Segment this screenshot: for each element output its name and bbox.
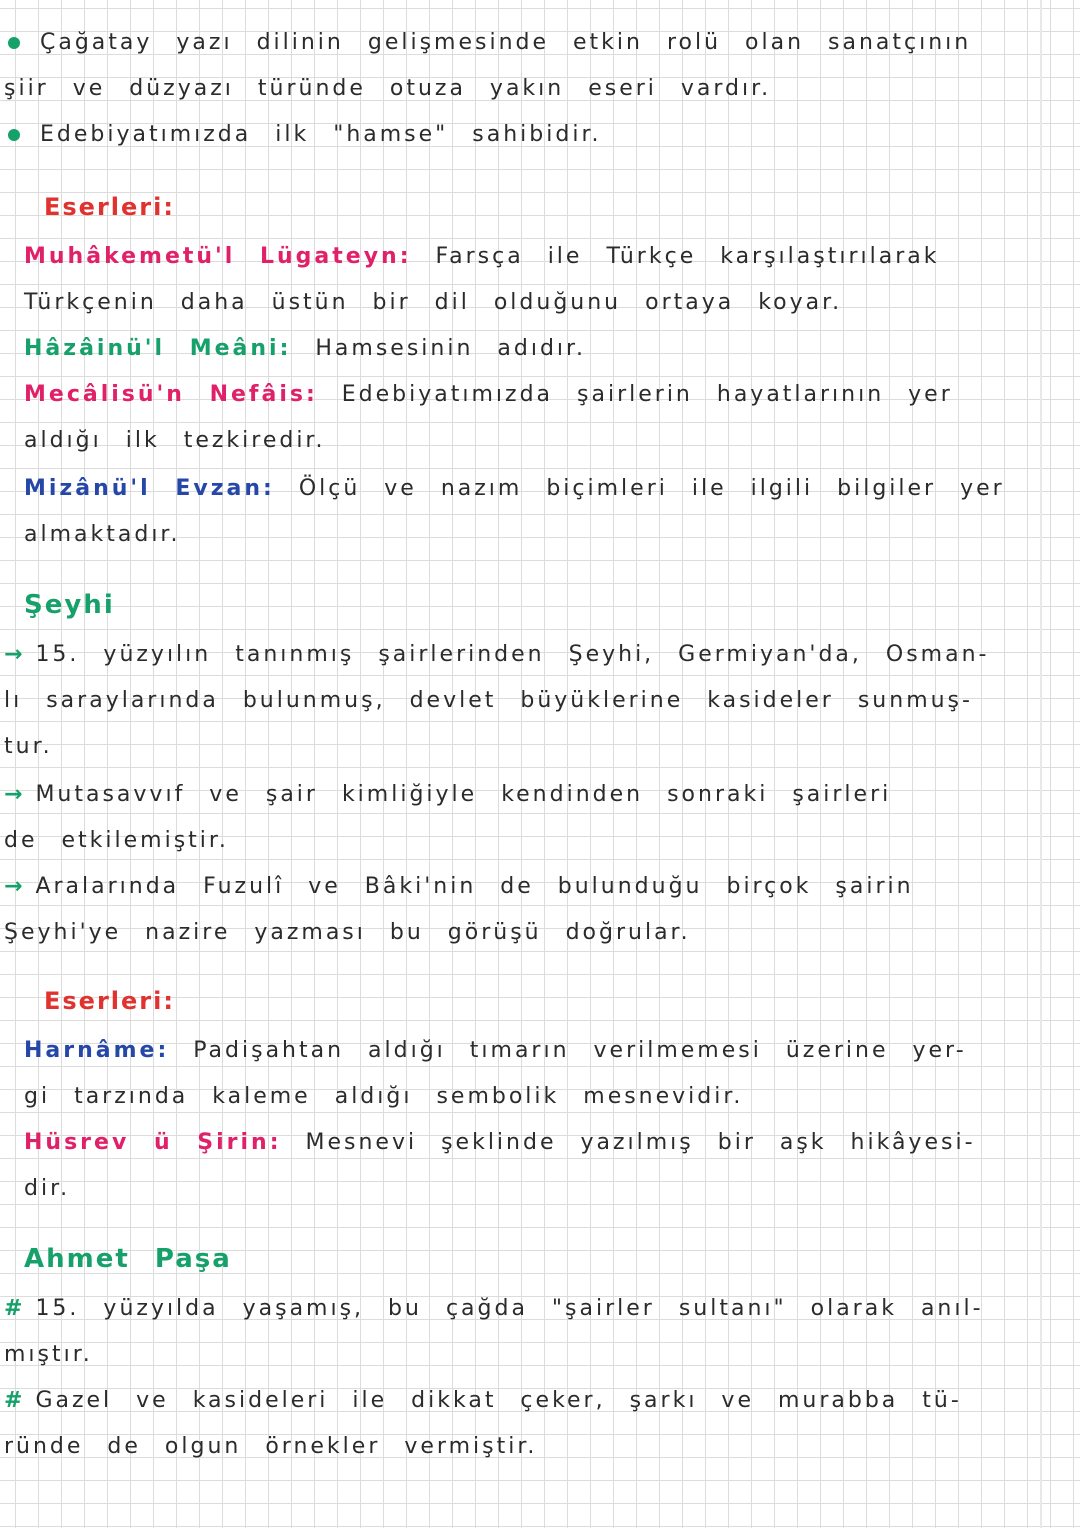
section-heading-eserleri: Eserleri: (44, 987, 175, 1015)
text-content: 15. yüzyılda yaşamış, bu çağda "şairler sultanı" olarak anıl- (35, 1296, 984, 1321)
text-line (24, 1082, 1074, 1112)
text-content: lı saraylarında bulunmuş, devlet büyüklerine kasideler sunmuş- (4, 688, 973, 713)
text-line (24, 334, 1074, 364)
text-line (24, 426, 1074, 456)
term-label: Mizânü'l Evzan: (24, 476, 275, 501)
text-line (4, 826, 1054, 856)
term-label: Hâzâinü'l Meâni: (24, 336, 292, 361)
text-content: 15. yüzyılın tanınmış şairlerinden Şeyhi, Germiyan'da, Osman- (35, 642, 990, 667)
text-line (24, 474, 1074, 504)
text-line (4, 918, 1054, 948)
text-line (4, 780, 1054, 810)
text-content: almaktadır. (24, 522, 181, 547)
arrow-icon: → (4, 782, 26, 807)
text-content: tur. (4, 734, 53, 759)
text-content: dir. (24, 1176, 71, 1201)
text-line (24, 288, 1074, 318)
text-content: mıştır. (4, 1342, 93, 1367)
hash-icon: # (4, 1296, 26, 1321)
text-content: Ölçü ve nazım biçimleri ile ilgili bilgiler yer (298, 476, 1005, 501)
term-label: Hüsrev ü Şirin: (24, 1130, 282, 1155)
text-line (4, 640, 1054, 670)
text-line (4, 1294, 1054, 1324)
text-line (4, 74, 1054, 104)
text-content: Padişahtan aldığı tımarın verilmemesi üzerine yer- (193, 1038, 967, 1063)
text-content: aldığı ilk tezkiredir. (24, 428, 326, 453)
section-heading-eserleri: Eserleri: (44, 193, 175, 221)
text-content: ründe de olgun örnekler vermiştir. (4, 1434, 538, 1459)
term-label: Harnâme: (24, 1038, 170, 1063)
text-content: Farsça ile Türkçe karşılaştırılarak (435, 244, 940, 269)
text-content: şiir ve düzyazı türünde otuza yakın eseri vardır. (4, 76, 772, 101)
text-content: gi tarzında kaleme aldığı sembolik mesnevidir. (24, 1084, 744, 1109)
text-line (8, 28, 1058, 58)
text-line (24, 1036, 1074, 1066)
text-line (24, 380, 1074, 410)
term-label: Muhâkemetü'l Lügateyn: (24, 244, 412, 269)
text-content: Çağatay yazı dilinin gelişmesinde etkin rolü olan sanatçının (40, 30, 972, 55)
text-content: Şeyhi'ye nazire yazması bu görüşü doğrular. (4, 920, 691, 945)
text-content: Aralarında Fuzulî ve Bâki'nin de bulunduğu birçok şairin (35, 874, 914, 899)
text-content: de etkilemiştir. (4, 828, 229, 853)
text-line (4, 732, 1054, 762)
text-content: Hamsesinin adıdır. (315, 336, 587, 361)
bullet-icon (8, 129, 20, 141)
text-line (4, 1340, 1054, 1370)
text-line (24, 1174, 1074, 1204)
text-line (4, 686, 1054, 716)
text-content: Mutasavvıf ve şair kimliğiyle kendinden sonraki şairleri (35, 782, 892, 807)
text-line (8, 120, 1058, 150)
text-content: Türkçenin daha üstün bir dil olduğunu ortaya koyar. (24, 290, 843, 315)
section-heading-seyhi: Şeyhi (24, 590, 115, 620)
text-line (4, 1432, 1054, 1462)
text-line (24, 520, 1074, 550)
text-line (24, 242, 1074, 272)
text-content: Edebiyatımızda ilk "hamse" sahibidir. (40, 122, 602, 147)
bullet-icon (8, 37, 20, 49)
text-line (4, 872, 1054, 902)
text-line (24, 1128, 1074, 1158)
text-line (4, 1386, 1054, 1416)
term-label: Mecâlisü'n Nefâis: (24, 382, 318, 407)
section-heading-ahmet-pasa: Ahmet Paşa (24, 1244, 232, 1274)
arrow-icon: → (4, 642, 26, 667)
hash-icon: # (4, 1388, 26, 1413)
arrow-icon: → (4, 874, 26, 899)
text-content: Edebiyatımızda şairlerin hayatlarının yer (341, 382, 953, 407)
text-content: Gazel ve kasideleri ile dikkat çeker, şarkı ve murabba tü- (35, 1388, 962, 1413)
text-content: Mesnevi şeklinde yazılmış bir aşk hikâyesi- (305, 1130, 976, 1155)
